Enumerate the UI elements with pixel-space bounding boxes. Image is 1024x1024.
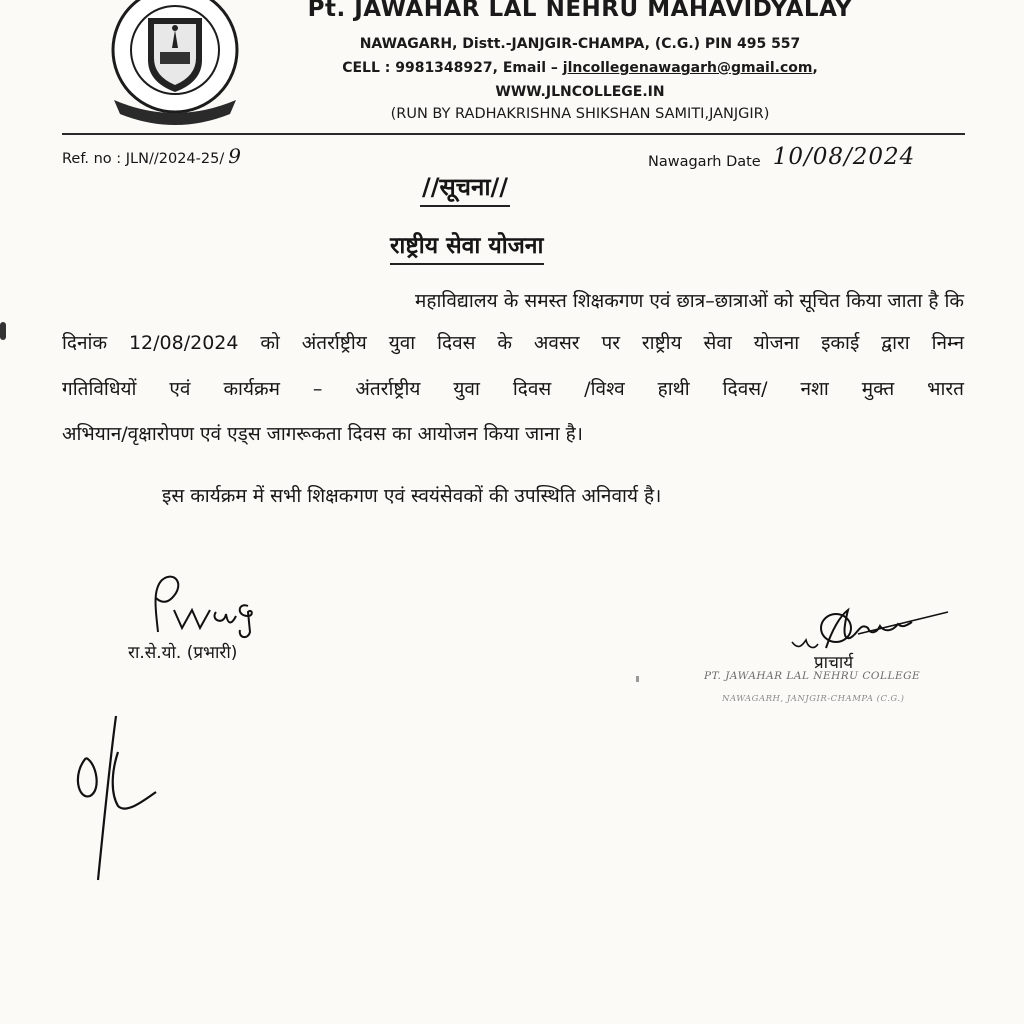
contact-line bbox=[280, 60, 880, 76]
college-stamp-line1: PT. JAWAHAR LAL NEHRU COLLEGE bbox=[704, 670, 921, 682]
scan-edge-mark bbox=[0, 322, 6, 340]
principal-label: प्राचार्य bbox=[814, 653, 854, 673]
contact-suffix: , bbox=[812, 60, 818, 76]
notice-title: //सूचना// bbox=[420, 170, 510, 207]
college-stamp-line2: NAWAGARH, JANJGIR-CHAMPA (C.G.) bbox=[722, 694, 905, 704]
scan-speck bbox=[636, 676, 639, 682]
body-line-4: अभियान/वृक्षारोपण एवं एड्स जागरूकता दिवस का आयोजन किया जाना है। bbox=[62, 423, 583, 445]
notice-subject: राष्ट्रीय सेवा योजना bbox=[390, 228, 544, 265]
reference-number bbox=[62, 144, 241, 168]
body-line-3: गतिविधियों एवं कार्यक्रम – अंतर्राष्ट्रीय युवा दिवस /विश्व हाथी दिवस/ नशा मुक्त भारत bbox=[62, 378, 964, 400]
website-link[interactable]: WWW.JLNCOLLEGE.IN bbox=[495, 84, 665, 100]
nss-incharge-label: रा.से.यो. (प्रभारी) bbox=[128, 643, 238, 663]
run-by-line: (RUN BY RADHAKRISHNA SHIKSHAN SAMITI,JANJGIR) bbox=[390, 106, 770, 122]
body-line-2: दिनांक 12/08/2024 को अंतर्राष्ट्रीय युवा दिवस के अवसर पर राष्ट्रीय सेवा योजना इकाई द्वारा निम्न bbox=[62, 332, 964, 354]
body-line-1: महाविद्यालय के समस्त शिक्षकगण एवं छात्र–छात्राओं को सूचित किया जाता है कि bbox=[415, 290, 964, 312]
attendance-note: इस कार्यक्रम में सभी शिक्षकगण एवं स्वयंसेवकों की उपस्थिति अनिवार्य है। bbox=[162, 485, 662, 507]
cell-text: CELL : 9981348927, Email – bbox=[342, 60, 563, 76]
nss-incharge-signature bbox=[140, 572, 270, 642]
header-divider bbox=[62, 133, 965, 135]
ok-handwritten-mark bbox=[70, 710, 170, 885]
date-label: Nawagarh Date bbox=[648, 154, 761, 170]
college-address: NAWAGARH, Distt.-JANJGIR-CHAMPA, (C.G.) PIN 495 557 bbox=[359, 36, 801, 52]
college-name: Pt. JAWAHAR LAL NEHRU MAHAVIDYALAY bbox=[307, 0, 853, 22]
email-link[interactable]: jlncollegenawagarh@gmail.com bbox=[562, 60, 813, 76]
principal-signature bbox=[788, 604, 953, 666]
date-line bbox=[648, 146, 915, 172]
ref-label: Ref. no : JLN//2024-25/ bbox=[62, 151, 225, 167]
ref-handwritten-number: 9 bbox=[228, 144, 241, 168]
college-logo bbox=[100, 0, 250, 125]
date-handwritten: 10/08/2024 bbox=[772, 144, 916, 170]
